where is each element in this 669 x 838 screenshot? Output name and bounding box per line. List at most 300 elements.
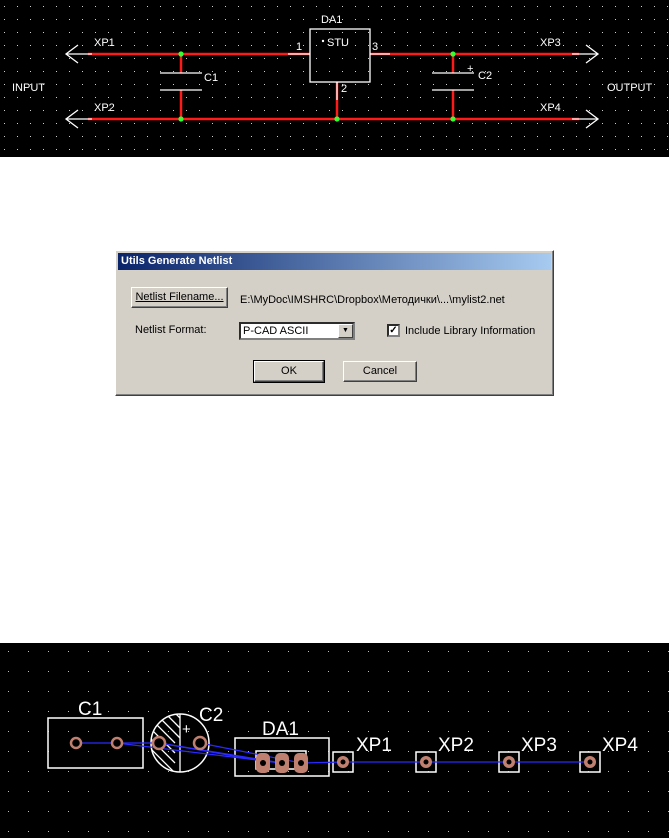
grid-dot <box>56 149 57 150</box>
grid-dot <box>548 711 549 712</box>
grid-dot <box>95 136 96 137</box>
grid-dot <box>277 110 278 111</box>
grid-dot <box>329 6 330 7</box>
grid-dot <box>316 123 317 124</box>
grid-dot <box>160 71 161 72</box>
pcb-xp2-label: XP2 <box>438 735 474 756</box>
grid-dot <box>30 71 31 72</box>
pad[interactable] <box>153 737 165 749</box>
grid-dot <box>168 731 169 732</box>
grid-dot <box>654 71 655 72</box>
grid-dot <box>277 6 278 7</box>
grid-dot <box>468 671 469 672</box>
grid-dot <box>238 32 239 33</box>
grid-dot <box>602 45 603 46</box>
grid-dot <box>4 32 5 33</box>
grid-dot <box>128 731 129 732</box>
grid-dot <box>448 651 449 652</box>
grid-dot <box>68 671 69 672</box>
grid-dot <box>355 136 356 137</box>
grid-dot <box>290 110 291 111</box>
schematic-canvas[interactable] <box>0 0 669 157</box>
grid-dot <box>68 651 69 652</box>
grid-dot <box>615 71 616 72</box>
grid-dot <box>528 671 529 672</box>
grid-dot <box>468 731 469 732</box>
grid-dot <box>654 123 655 124</box>
grid-dot <box>388 711 389 712</box>
grid-dot <box>420 110 421 111</box>
grid-dot <box>420 149 421 150</box>
grid-dot <box>654 84 655 85</box>
grid-dot <box>225 136 226 137</box>
grid-dot <box>348 711 349 712</box>
grid-dot <box>342 6 343 7</box>
grid-dot <box>30 58 31 59</box>
grid-dot <box>288 811 289 812</box>
grid-dot <box>615 136 616 137</box>
netlist-filename-button[interactable] <box>131 287 228 308</box>
grid-dot <box>148 731 149 732</box>
grid-dot <box>568 791 569 792</box>
grid-dot <box>408 791 409 792</box>
grid-dot <box>199 97 200 98</box>
grid-dot <box>394 71 395 72</box>
grid-dot <box>188 811 189 812</box>
grid-dot <box>511 97 512 98</box>
grid-dot <box>173 45 174 46</box>
grid-dot <box>17 97 18 98</box>
grid-dot <box>576 32 577 33</box>
include-library-label[interactable]: Include Library Information <box>405 325 536 337</box>
grid-dot <box>147 136 148 137</box>
grid-dot <box>48 671 49 672</box>
pcb-c1-label: C1 <box>78 699 103 720</box>
grid-dot <box>537 19 538 20</box>
grid-dot <box>303 6 304 7</box>
grid-dot <box>30 97 31 98</box>
grid-dot <box>588 711 589 712</box>
grid-dot <box>43 110 44 111</box>
grid-dot <box>588 831 589 832</box>
grid-dot <box>448 671 449 672</box>
grid-dot <box>134 84 135 85</box>
grid-dot <box>121 19 122 20</box>
grid-dot <box>82 6 83 7</box>
grid-dot <box>30 123 31 124</box>
grid-dot <box>511 123 512 124</box>
grid-dot <box>316 97 317 98</box>
grid-dot <box>576 97 577 98</box>
grid-dot <box>667 58 668 59</box>
grid-dot <box>8 751 9 752</box>
grid-dot <box>148 651 149 652</box>
grid-dot <box>485 136 486 137</box>
grid-dot <box>308 731 309 732</box>
grid-dot <box>608 791 609 792</box>
grid-dot <box>69 32 70 33</box>
grid-dot <box>290 97 291 98</box>
grid-dot <box>288 671 289 672</box>
grid-dot <box>95 32 96 33</box>
grid-dot <box>316 45 317 46</box>
grid-dot <box>48 771 49 772</box>
grid-dot <box>43 19 44 20</box>
grid-dot <box>212 149 213 150</box>
grid-dot <box>8 691 9 692</box>
grid-dot <box>508 811 509 812</box>
grid-dot <box>563 149 564 150</box>
pcb-canvas[interactable] <box>0 643 669 838</box>
grid-dot <box>28 711 29 712</box>
grid-dot <box>248 751 249 752</box>
grid-dot <box>602 123 603 124</box>
grid-dot <box>328 711 329 712</box>
grid-dot <box>446 45 447 46</box>
grid-dot <box>550 32 551 33</box>
grid-dot <box>394 149 395 150</box>
pcb-c2-label: C2 <box>199 705 224 726</box>
grid-dot <box>121 149 122 150</box>
ok-button[interactable] <box>254 361 324 382</box>
grid-dot <box>641 123 642 124</box>
grid-dot <box>628 6 629 7</box>
grid-dot <box>108 671 109 672</box>
grid-dot <box>108 811 109 812</box>
grid-dot <box>459 123 460 124</box>
grid-dot <box>407 32 408 33</box>
grid-dot <box>28 671 29 672</box>
grid-dot <box>459 84 460 85</box>
grid-dot <box>472 149 473 150</box>
grid-dot <box>388 791 389 792</box>
grid-dot <box>121 123 122 124</box>
grid-dot <box>388 671 389 672</box>
grid-dot <box>277 136 278 137</box>
grid-dot <box>43 45 44 46</box>
grid-dot <box>288 831 289 832</box>
grid-dot <box>134 97 135 98</box>
grid-dot <box>654 110 655 111</box>
grid-dot <box>288 791 289 792</box>
grid-dot <box>69 6 70 7</box>
grid-dot <box>208 791 209 792</box>
grid-dot <box>641 58 642 59</box>
grid-dot <box>548 731 549 732</box>
grid-dot <box>433 45 434 46</box>
xp4-label: XP4 <box>540 102 561 114</box>
grid-dot <box>208 691 209 692</box>
grid-dot <box>537 149 538 150</box>
grid-dot <box>288 691 289 692</box>
grid-dot <box>446 123 447 124</box>
grid-dot <box>48 811 49 812</box>
netlist-format-value: P-CAD ASCII <box>243 325 309 337</box>
grid-dot <box>348 671 349 672</box>
pad[interactable] <box>194 737 206 749</box>
grid-dot <box>251 110 252 111</box>
grid-dot <box>588 791 589 792</box>
grid-dot <box>608 731 609 732</box>
grid-dot <box>528 791 529 792</box>
grid-dot <box>88 691 89 692</box>
grid-dot <box>134 136 135 137</box>
grid-dot <box>108 651 109 652</box>
pcb-view[interactable] <box>0 643 669 838</box>
grid-dot <box>602 97 603 98</box>
grid-dot <box>528 811 529 812</box>
grid-dot <box>348 731 349 732</box>
grid-dot <box>238 110 239 111</box>
grid-dot <box>608 671 609 672</box>
grid-dot <box>667 6 668 7</box>
grid-dot <box>355 110 356 111</box>
grid-dot <box>537 84 538 85</box>
grid-dot <box>328 691 329 692</box>
grid-dot <box>134 32 135 33</box>
grid-dot <box>160 45 161 46</box>
grid-dot <box>56 71 57 72</box>
grid-dot <box>30 110 31 111</box>
schematic-junctions <box>178 51 455 121</box>
grid-dot <box>88 771 89 772</box>
grid-dot <box>388 831 389 832</box>
grid-dot <box>368 71 369 72</box>
grid-dot <box>355 97 356 98</box>
netlist-format-select[interactable] <box>239 322 355 340</box>
grid-dot <box>238 97 239 98</box>
grid-dot <box>147 19 148 20</box>
grid-dot <box>308 711 309 712</box>
grid-dot <box>524 136 525 137</box>
grid-dot <box>82 32 83 33</box>
grid-dot <box>316 110 317 111</box>
grid-dot <box>459 32 460 33</box>
grid-dot <box>128 831 129 832</box>
grid-dot <box>511 19 512 20</box>
grid-dot <box>511 71 512 72</box>
grid-dot <box>446 58 447 59</box>
grid-dot <box>589 71 590 72</box>
grid-dot <box>342 58 343 59</box>
grid-dot <box>248 671 249 672</box>
grid-dot <box>121 84 122 85</box>
grid-dot <box>128 811 129 812</box>
grid-dot <box>173 97 174 98</box>
grid-dot <box>524 19 525 20</box>
grid-dot <box>225 110 226 111</box>
grid-dot <box>264 110 265 111</box>
grid-dot <box>56 19 57 20</box>
grid-dot <box>628 811 629 812</box>
pad[interactable] <box>71 738 81 748</box>
grid-dot <box>428 711 429 712</box>
grid-dot <box>328 791 329 792</box>
grid-dot <box>68 751 69 752</box>
grid-dot <box>407 58 408 59</box>
grid-dot <box>173 58 174 59</box>
grid-dot <box>160 32 161 33</box>
grid-dot <box>459 58 460 59</box>
grid-dot <box>303 123 304 124</box>
grid-dot <box>128 751 129 752</box>
grid-dot <box>208 771 209 772</box>
grid-dot <box>628 671 629 672</box>
grid-dot <box>488 751 489 752</box>
grid-dot <box>433 97 434 98</box>
grid-dot <box>576 110 577 111</box>
grid-dot <box>48 691 49 692</box>
grid-dot <box>511 149 512 150</box>
grid-dot <box>667 71 668 72</box>
grid-dot <box>511 45 512 46</box>
grid-dot <box>628 123 629 124</box>
grid-dot <box>667 84 668 85</box>
grid-dot <box>4 58 5 59</box>
grid-dot <box>355 58 356 59</box>
grid-dot <box>348 691 349 692</box>
grid-dot <box>602 84 603 85</box>
grid-dot <box>459 19 460 20</box>
grid-dot <box>368 711 369 712</box>
grid-dot <box>28 731 29 732</box>
grid-dot <box>342 97 343 98</box>
grid-dot <box>4 19 5 20</box>
grid-dot <box>628 32 629 33</box>
grid-dot <box>108 84 109 85</box>
grid-dot <box>485 45 486 46</box>
grid-dot <box>628 791 629 792</box>
grid-dot <box>28 771 29 772</box>
grid-dot <box>628 45 629 46</box>
schematic-grid <box>4 6 668 150</box>
xp2-label: XP2 <box>94 102 115 114</box>
grid-dot <box>508 651 509 652</box>
grid-dot <box>238 19 239 20</box>
grid-dot <box>381 58 382 59</box>
grid-dot <box>348 811 349 812</box>
grid-dot <box>472 84 473 85</box>
grid-dot <box>43 97 44 98</box>
grid-dot <box>134 19 135 20</box>
grid-dot <box>43 123 44 124</box>
grid-dot <box>28 791 29 792</box>
grid-dot <box>199 19 200 20</box>
pad-hole <box>507 760 512 765</box>
grid-dot <box>48 831 49 832</box>
grid-dot <box>468 651 469 652</box>
grid-dot <box>308 811 309 812</box>
grid-dot <box>563 110 564 111</box>
pad-hole <box>588 760 593 765</box>
grid-dot <box>488 651 489 652</box>
grid-dot <box>628 711 629 712</box>
grid-dot <box>498 6 499 7</box>
grid-dot <box>188 711 189 712</box>
grid-dot <box>448 691 449 692</box>
grid-dot <box>108 97 109 98</box>
grid-dot <box>186 149 187 150</box>
grid-dot <box>134 45 135 46</box>
grid-dot <box>576 149 577 150</box>
output-label: OUTPUT <box>607 82 653 94</box>
grid-dot <box>30 19 31 20</box>
grid-dot <box>468 711 469 712</box>
grid-dot <box>212 136 213 137</box>
grid-dot <box>628 110 629 111</box>
grid-dot <box>248 811 249 812</box>
grid-dot <box>428 731 429 732</box>
grid-dot <box>589 97 590 98</box>
pad[interactable] <box>112 738 122 748</box>
grid-dot <box>186 58 187 59</box>
include-library-checkbox[interactable] <box>387 324 400 337</box>
grid-dot <box>628 58 629 59</box>
grid-dot <box>69 71 70 72</box>
grid-dot <box>472 110 473 111</box>
grid-dot <box>381 97 382 98</box>
grid-dot <box>264 58 265 59</box>
grid-dot <box>548 651 549 652</box>
grid-dot <box>228 711 229 712</box>
grid-dot <box>147 123 148 124</box>
grid-dot <box>121 110 122 111</box>
grid-dot <box>368 123 369 124</box>
grid-dot <box>268 711 269 712</box>
grid-dot <box>576 71 577 72</box>
grid-dot <box>468 691 469 692</box>
checkmark-icon: ✓ <box>389 325 398 336</box>
grid-dot <box>508 791 509 792</box>
grid-dot <box>108 6 109 7</box>
grid-dot <box>228 731 229 732</box>
grid-dot <box>248 771 249 772</box>
grid-dot <box>277 123 278 124</box>
grid-dot <box>608 651 609 652</box>
grid-dot <box>212 58 213 59</box>
grid-dot <box>303 149 304 150</box>
dropdown-arrow-icon[interactable]: ▼ <box>338 324 353 338</box>
grid-dot <box>433 110 434 111</box>
grid-dot <box>548 811 549 812</box>
grid-dot <box>160 58 161 59</box>
grid-dot <box>268 691 269 692</box>
schematic-view[interactable] <box>0 0 669 157</box>
da1-type-label: STU <box>327 37 349 49</box>
grid-dot <box>615 97 616 98</box>
grid-dot <box>648 691 649 692</box>
grid-dot <box>407 6 408 7</box>
grid-dot <box>4 71 5 72</box>
grid-dot <box>394 123 395 124</box>
grid-dot <box>428 651 429 652</box>
grid-dot <box>602 110 603 111</box>
grid-dot <box>408 831 409 832</box>
grid-dot <box>568 691 569 692</box>
grid-dot <box>355 6 356 7</box>
grid-dot <box>225 84 226 85</box>
grid-dot <box>147 149 148 150</box>
grid-dot <box>68 811 69 812</box>
grid-dot <box>394 97 395 98</box>
grid-dot <box>199 123 200 124</box>
grid-dot <box>251 32 252 33</box>
cancel-button[interactable] <box>343 361 417 382</box>
grid-dot <box>407 84 408 85</box>
grid-dot <box>68 771 69 772</box>
grid-dot <box>95 84 96 85</box>
grid-dot <box>264 136 265 137</box>
